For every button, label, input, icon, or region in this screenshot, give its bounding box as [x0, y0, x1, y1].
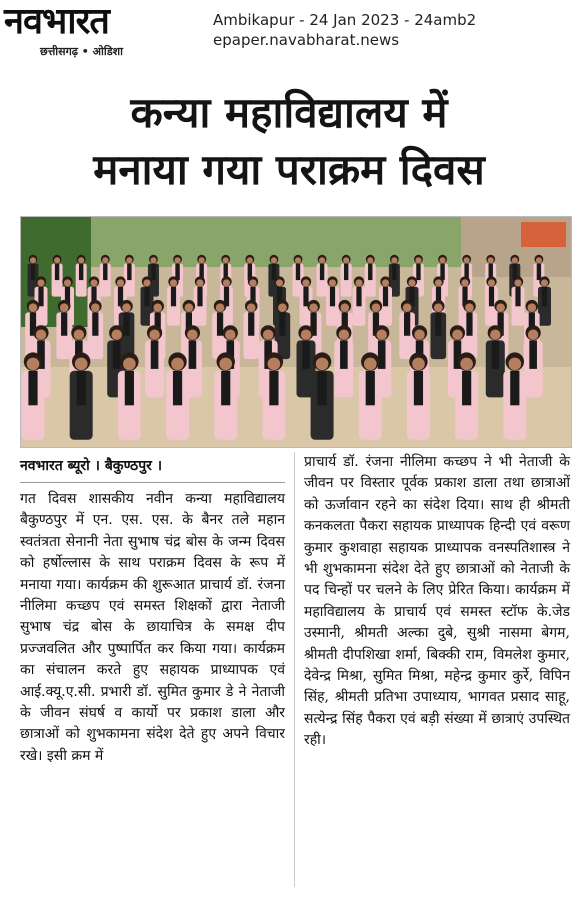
student-face [508, 358, 521, 371]
student-face [263, 329, 273, 339]
student-stole [61, 312, 67, 335]
student-face [364, 358, 377, 371]
student-stole [302, 340, 310, 369]
article-column-left [20, 456, 285, 767]
student-stole [55, 264, 59, 281]
student-face [37, 279, 44, 286]
logo-subtitle: छत्तीसगढ़ • ओडिशा [40, 45, 123, 58]
student-face [276, 279, 283, 286]
student-face [412, 358, 425, 371]
student-stole [320, 264, 324, 281]
headline-line-1: कन्या महाविद्यालय में [130, 88, 448, 137]
student-face [488, 279, 495, 286]
student-stole [248, 312, 254, 335]
student-face [382, 279, 389, 286]
student-face [126, 257, 132, 263]
student-stole [542, 287, 547, 307]
student-face [460, 358, 473, 371]
student-face [199, 257, 205, 263]
student-face [78, 257, 84, 263]
student-stole [515, 287, 520, 307]
students-photo [21, 217, 571, 447]
student-face [170, 279, 177, 286]
student-face [117, 279, 124, 286]
student-stole [378, 340, 386, 369]
student-stole [537, 264, 541, 281]
student-face [440, 257, 446, 263]
student-stole [279, 312, 285, 335]
student-stole [269, 371, 278, 406]
student-stole [221, 371, 230, 406]
student-face [27, 358, 40, 371]
newspaper-logo[interactable] [4, 1, 200, 60]
student-stole [466, 312, 472, 335]
student-stole [77, 371, 86, 406]
student-face [536, 257, 542, 263]
student-face [175, 257, 181, 263]
student-stole [31, 264, 35, 281]
student-face [247, 303, 256, 312]
student-face [196, 279, 203, 286]
student-face [541, 279, 548, 286]
student-face [309, 303, 318, 312]
headline-line-2: मनाया गया पराक्रम दिवस [93, 145, 485, 194]
student-face [223, 279, 230, 286]
student-face [149, 329, 159, 339]
student-face [376, 329, 386, 339]
student-stole [125, 371, 134, 406]
student-face [367, 257, 373, 263]
student-face [372, 303, 381, 312]
student-face [514, 279, 521, 286]
student-face [219, 358, 232, 371]
student-face [143, 279, 150, 286]
student-stole [123, 312, 129, 335]
student-face [319, 257, 325, 263]
student-face [64, 279, 71, 286]
student-face [465, 303, 474, 312]
student-stole [189, 340, 197, 369]
student-stole [368, 264, 372, 281]
student-face [278, 303, 287, 312]
article-column-right [304, 452, 570, 752]
student-face [391, 257, 397, 263]
student-face [339, 329, 349, 339]
student-stole [144, 287, 149, 307]
student-face [461, 279, 468, 286]
student-face [415, 257, 421, 263]
student-face [171, 358, 184, 371]
byline: नवभारत ब्यूरो । बैकुण्ठपुर । [20, 456, 285, 483]
student-face [343, 257, 349, 263]
student-stole [462, 371, 471, 406]
logo-text: नवभारत [4, 1, 109, 42]
student-face [316, 358, 329, 371]
student-stole [151, 340, 159, 369]
student-face [122, 303, 131, 312]
student-face [60, 303, 69, 312]
student-stole [296, 264, 300, 281]
student-stole [317, 371, 326, 406]
student-stole [435, 312, 441, 335]
student-face [528, 329, 538, 339]
student-face [91, 303, 100, 312]
student-stole [173, 371, 182, 406]
student-stole [103, 264, 107, 281]
student-stole [272, 264, 276, 281]
student-face [490, 329, 500, 339]
student-face [329, 279, 336, 286]
student-stole [330, 287, 335, 307]
student-stole [151, 264, 155, 281]
student-stole [113, 340, 121, 369]
student-stole [404, 312, 410, 335]
student-face [435, 279, 442, 286]
student-stole [510, 371, 519, 406]
column-divider [294, 452, 295, 887]
site-url[interactable]: epaper.navabharat.news [213, 31, 400, 49]
student-face [355, 279, 362, 286]
student-face [488, 257, 494, 263]
student-stole [217, 312, 223, 335]
student-face [54, 257, 60, 263]
student-face [111, 329, 121, 339]
student-stole [197, 287, 202, 307]
student-face [153, 303, 162, 312]
student-face [452, 329, 462, 339]
student-stole [383, 287, 388, 307]
student-face [464, 257, 470, 263]
student-stole [171, 287, 176, 307]
student-face [295, 257, 301, 263]
student-stole [127, 264, 131, 281]
student-stole [344, 264, 348, 281]
student-face [247, 257, 253, 263]
student-face [123, 358, 136, 371]
student-stole [92, 312, 98, 335]
article-photo [20, 216, 572, 448]
article-text-right: प्राचार्य डॉ. रंजना नीलिमा कच्छप ने भी नेताजी के जीवन पर विस्तार पूर्वक प्रकाश डाला तथा छात्राओं को ऊर्जावान रहने का संदेश दिया। साथ ही श्रीमती कनकलता पैकरा सहायक प्राध्यापक हिन्दी एवं वरूण कुमार कुशवाहा सहायक प्राध्यापक वनस्पतिशास्त्र ने भी शुभकामना संदेश देते हुए छात्राओं को नेताजी के पद चिन्हों पर चलने के लिए प्रेरित किया। कार्यक्रम में महाविद्यालय के प्राचार्य एवं समस्त स्टॉफ के.जेड उस्मानी, श्रीमती अल्का दुबे, सुश्री नासमा बेगम, श्रीमती दीपशिखा शर्मा, बिक्की राम, विमलेश कुमार, देवेन्द्र मिश्रा, सुमित मिश्रा, महेन्द्र कुमार कुर्रे, विपिन सिंह, श्रीमती प्रतिभा उपाध्याय, भागवत प्रसाद साहू, सत्येन्द्र सिंह पैकरा एवं बड़ी संख्या में छात्राएं उपस्थित रही। [304, 454, 570, 749]
student-stole [38, 287, 43, 307]
student-face [223, 257, 229, 263]
student-face [74, 329, 84, 339]
student-stole [303, 287, 308, 307]
student-face [75, 358, 88, 371]
student-face [403, 303, 412, 312]
student-face [150, 257, 156, 263]
student-stole [529, 340, 537, 369]
student-face [271, 257, 277, 263]
student-face [340, 303, 349, 312]
student-stole [340, 340, 348, 369]
student-stole [392, 264, 396, 281]
student-face [268, 358, 281, 371]
article-headline [0, 84, 578, 198]
student-face [496, 303, 505, 312]
student-stole [79, 264, 83, 281]
student-stole [489, 287, 494, 307]
student-face [302, 279, 309, 286]
edition-info [213, 10, 476, 50]
student-stole [491, 340, 499, 369]
student-face [30, 257, 36, 263]
student-stole [416, 264, 420, 281]
student-face [512, 257, 518, 263]
edition-line: Ambikapur - 24 Jan 2023 - 24amb2 [213, 11, 477, 29]
student-face [102, 257, 108, 263]
student-stole [356, 287, 361, 307]
student-stole [366, 371, 375, 406]
student-face [225, 329, 235, 339]
student-face [528, 303, 537, 312]
student-face [414, 329, 424, 339]
student-face [216, 303, 225, 312]
student-face [29, 303, 38, 312]
student-face [301, 329, 311, 339]
student-face [36, 329, 46, 339]
student-face [249, 279, 256, 286]
student-stole [28, 371, 37, 406]
student-face [90, 279, 97, 286]
student-face [185, 303, 194, 312]
student-stole [414, 371, 423, 406]
student-face [434, 303, 443, 312]
student-face [408, 279, 415, 286]
student-face [187, 329, 197, 339]
article-text-left: गत दिवस शासकीय नवीन कन्या महाविद्यालय बैकुण्ठपुर में एन. एस. एस. के बैनर तले महान स्वतंत्रता सेनानी नेता सुभाष चंद्र बोस के जन्म दिवस को हर्षोल्लास के साथ पराक्रम दिवस के रूप में मनाया गया। कार्यक्रम की शुरूआत प्राचार्य डॉ. रंजना नीलिमा कच्छप एवं समस्त शिक्षकों द्वारा नेताजी सुभाष चंद्र बोस के छायाचित्र के समक्ष दीप प्रज्जवलित और पुष्पार्पित कर किया गया। कार्यक्रम का संचालन करते हुए सहायक प्राध्यापक एवं आई.क्यू.ए.सी. प्रभारी डॉ. सुमित कुमार डे ने नेताजी के जीवन संघर्ष व कार्यो पर प्रकाश डाला और छात्राओं को शुभकामना संदेश देते हुए अपने विचार रखे। इसी क्रम में [20, 491, 285, 764]
masthead [0, 0, 578, 62]
